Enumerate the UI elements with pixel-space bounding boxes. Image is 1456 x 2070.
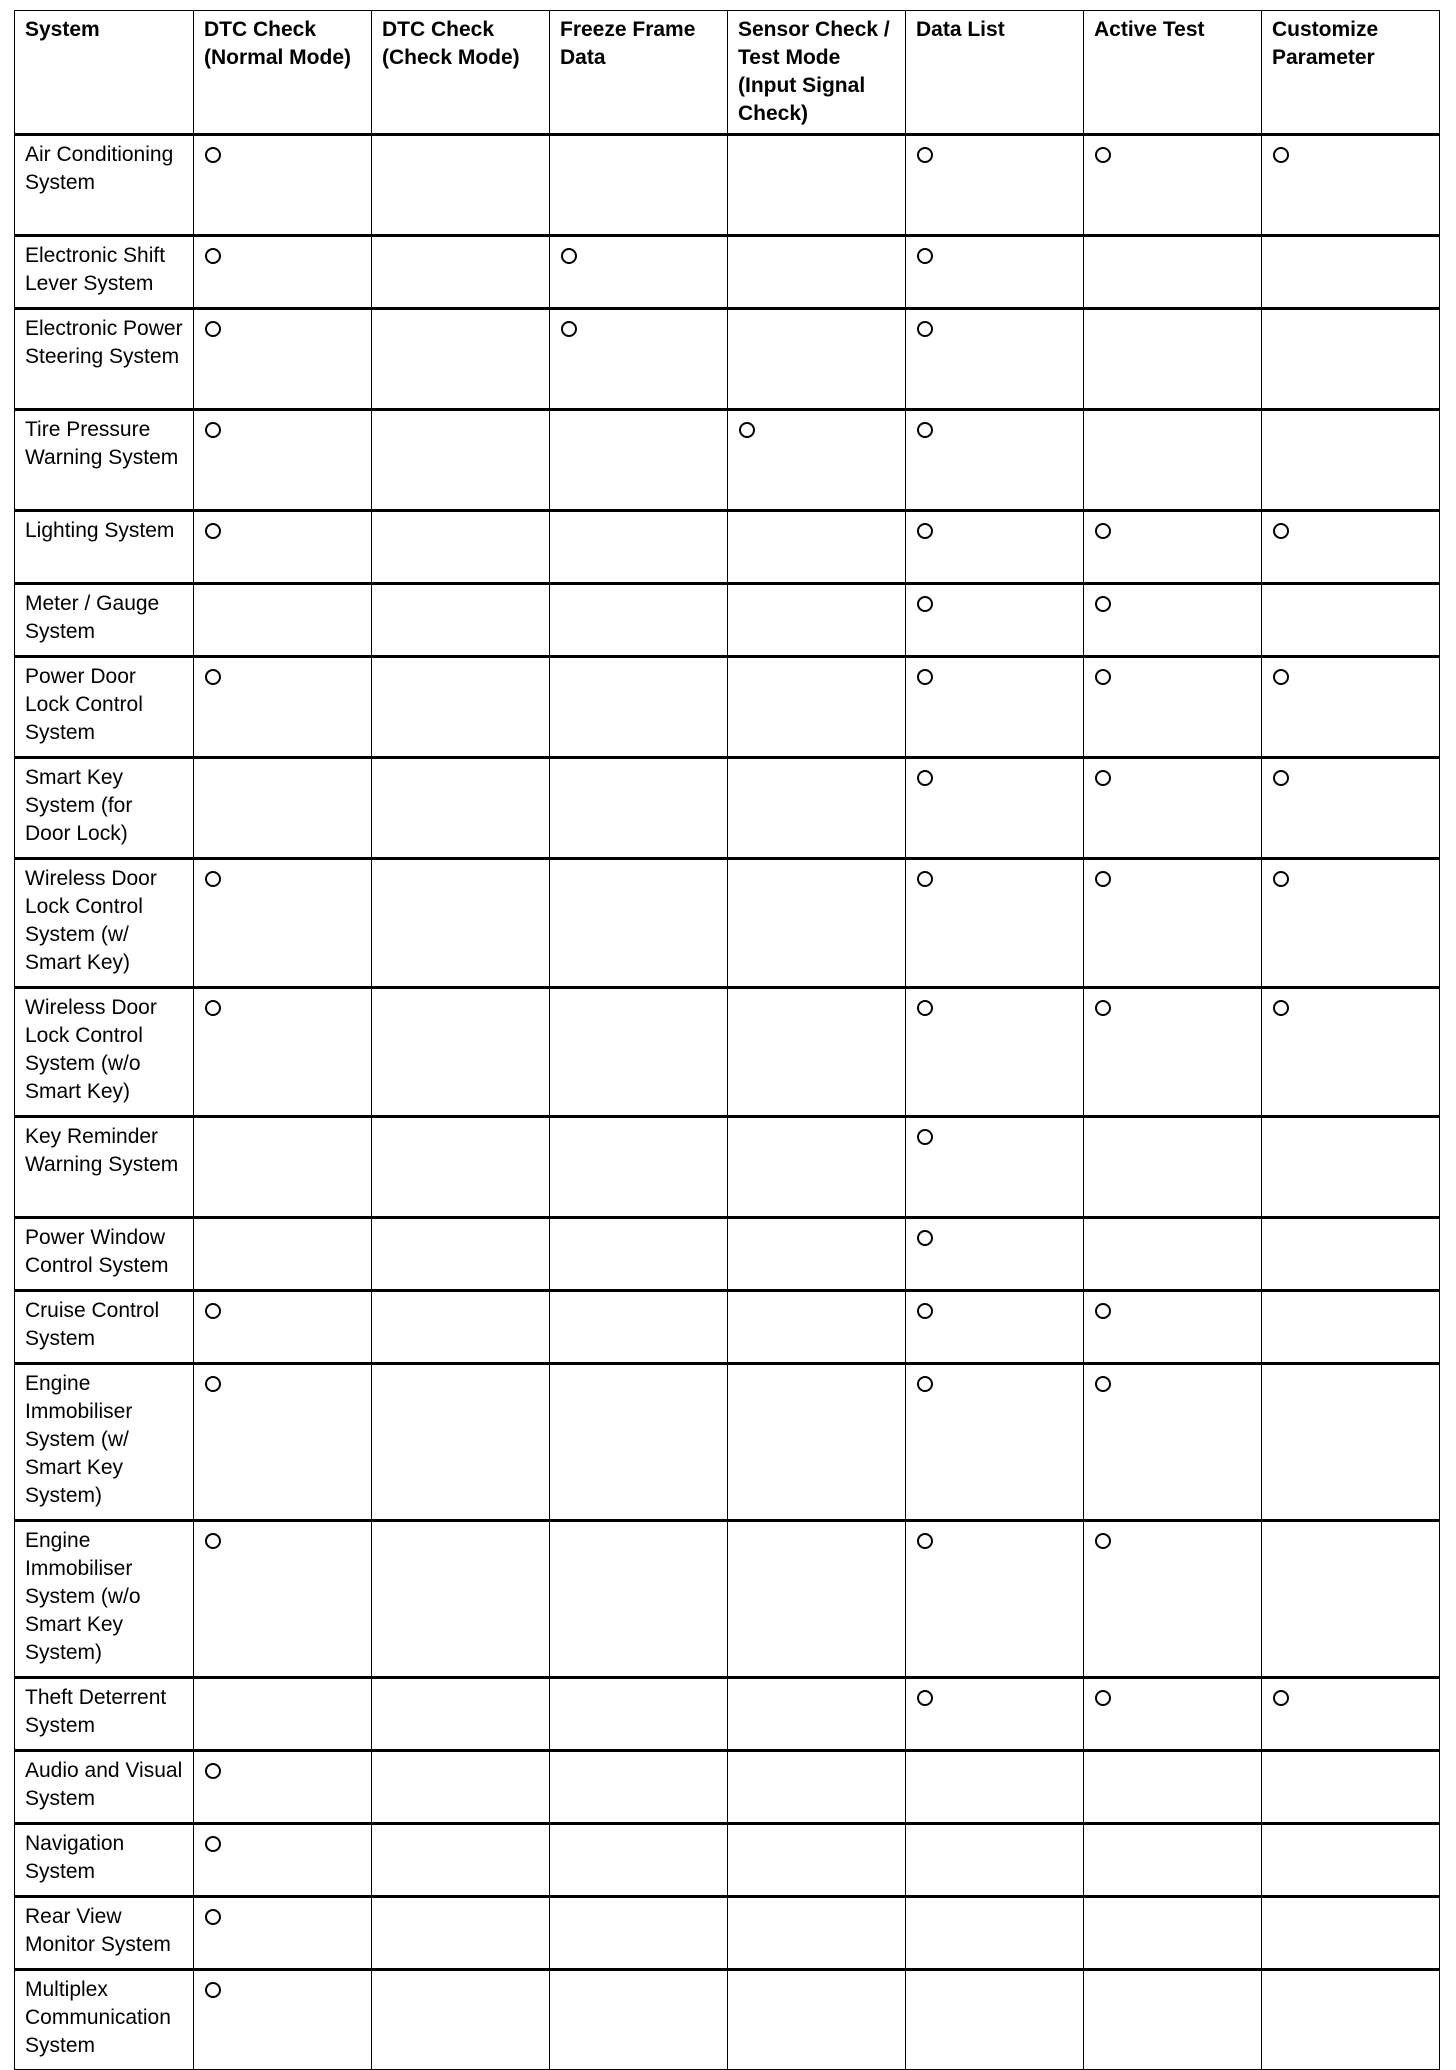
- header-dtc-check-normal: DTC Check (Normal Mode): [194, 11, 372, 135]
- support-cell: [194, 309, 372, 410]
- support-cell: [550, 859, 728, 988]
- support-cell: [550, 236, 728, 309]
- support-cell: [1262, 1678, 1440, 1751]
- table-row: [15, 859, 1440, 988]
- supported-circle-icon: [917, 596, 933, 612]
- table-row: [15, 1291, 1440, 1364]
- supported-circle-icon: [917, 770, 933, 786]
- supported-circle-icon: [739, 422, 755, 438]
- support-cell: [1084, 988, 1262, 1117]
- support-cell: [906, 988, 1084, 1117]
- support-cell: [372, 309, 550, 410]
- support-cell: [1084, 1291, 1262, 1364]
- system-name-cell: Navigation System: [15, 1824, 194, 1897]
- support-cell: [194, 1678, 372, 1751]
- supported-circle-icon: [205, 1836, 221, 1852]
- support-cell: [550, 1291, 728, 1364]
- support-cell: [1084, 1364, 1262, 1521]
- support-cell: [194, 657, 372, 758]
- support-cell: [372, 236, 550, 309]
- support-cell: [1084, 135, 1262, 236]
- support-cell: [906, 657, 1084, 758]
- system-name-cell: Engine Immobiliser System (w/o Smart Key System): [15, 1521, 194, 1678]
- support-cell: [1262, 1897, 1440, 1970]
- support-cell: [550, 1824, 728, 1897]
- support-cell: [372, 1364, 550, 1521]
- support-cell: [906, 1291, 1084, 1364]
- support-cell: [550, 1521, 728, 1678]
- system-name-cell: Electronic Shift Lever System: [15, 236, 194, 309]
- supported-circle-icon: [205, 1533, 221, 1549]
- system-name-cell: Power Door Lock Control System: [15, 657, 194, 758]
- support-cell: [906, 1970, 1084, 2070]
- header-active-test: Active Test: [1084, 11, 1262, 135]
- table-row: [15, 1824, 1440, 1897]
- support-cell: [550, 309, 728, 410]
- support-cell: [194, 1521, 372, 1678]
- supported-circle-icon: [917, 1690, 933, 1706]
- supported-circle-icon: [917, 248, 933, 264]
- table-row: [15, 1521, 1440, 1678]
- support-cell: [194, 511, 372, 584]
- support-cell: [372, 859, 550, 988]
- support-cell: [1262, 410, 1440, 511]
- supported-circle-icon: [205, 1909, 221, 1925]
- support-cell: [372, 1678, 550, 1751]
- support-cell: [728, 1218, 906, 1291]
- supported-circle-icon: [1273, 770, 1289, 786]
- supported-circle-icon: [917, 523, 933, 539]
- support-cell: [1262, 988, 1440, 1117]
- support-cell: [728, 1364, 906, 1521]
- support-cell: [906, 584, 1084, 657]
- support-cell: [1262, 135, 1440, 236]
- support-cell: [194, 1824, 372, 1897]
- supported-circle-icon: [1273, 1000, 1289, 1016]
- support-cell: [372, 1218, 550, 1291]
- support-cell: [550, 1897, 728, 1970]
- support-cell: [550, 988, 728, 1117]
- supported-circle-icon: [561, 321, 577, 337]
- support-cell: [550, 657, 728, 758]
- header-customize-parameter: Customize Parameter: [1262, 11, 1440, 135]
- support-cell: [194, 1751, 372, 1824]
- support-cell: [728, 988, 906, 1117]
- support-cell: [372, 657, 550, 758]
- supported-circle-icon: [917, 1533, 933, 1549]
- support-cell: [550, 135, 728, 236]
- support-cell: [728, 859, 906, 988]
- supported-circle-icon: [205, 1982, 221, 1998]
- support-cell: [1262, 1824, 1440, 1897]
- support-cell: [372, 988, 550, 1117]
- support-cell: [372, 758, 550, 859]
- support-cell: [728, 410, 906, 511]
- support-cell: [1084, 410, 1262, 511]
- support-cell: [550, 1751, 728, 1824]
- support-cell: [1262, 309, 1440, 410]
- support-cell: [1262, 1218, 1440, 1291]
- supported-circle-icon: [1273, 871, 1289, 887]
- supported-circle-icon: [561, 248, 577, 264]
- support-cell: [550, 410, 728, 511]
- support-cell: [194, 988, 372, 1117]
- system-name-cell: Theft Deterrent System: [15, 1678, 194, 1751]
- support-cell: [1262, 584, 1440, 657]
- support-cell: [728, 758, 906, 859]
- supported-circle-icon: [917, 669, 933, 685]
- system-name-cell: Engine Immobiliser System (w/ Smart Key System): [15, 1364, 194, 1521]
- supported-circle-icon: [1273, 1690, 1289, 1706]
- supported-circle-icon: [205, 1303, 221, 1319]
- support-cell: [1084, 758, 1262, 859]
- support-cell: [728, 236, 906, 309]
- support-cell: [906, 1751, 1084, 1824]
- header-sensor-check: Sensor Check / Test Mode (Input Signal Check): [728, 11, 906, 135]
- supported-circle-icon: [917, 422, 933, 438]
- support-cell: [728, 135, 906, 236]
- system-name-cell: Cruise Control System: [15, 1291, 194, 1364]
- system-name-cell: Air Conditioning System: [15, 135, 194, 236]
- supported-circle-icon: [917, 147, 933, 163]
- supported-circle-icon: [917, 871, 933, 887]
- system-name-cell: Wireless Door Lock Control System (w/o Smart Key): [15, 988, 194, 1117]
- supported-circle-icon: [205, 1763, 221, 1779]
- supported-circle-icon: [1095, 1303, 1111, 1319]
- table-row: [15, 1364, 1440, 1521]
- table-row: [15, 584, 1440, 657]
- support-cell: [372, 511, 550, 584]
- support-cell: [1262, 859, 1440, 988]
- support-cell: [1084, 584, 1262, 657]
- system-name-cell: Lighting System: [15, 511, 194, 584]
- support-cell: [1262, 1751, 1440, 1824]
- support-cell: [550, 1678, 728, 1751]
- support-cell: [1262, 1970, 1440, 2070]
- support-cell: [194, 1897, 372, 1970]
- supported-circle-icon: [917, 1000, 933, 1016]
- support-cell: [372, 1751, 550, 1824]
- support-cell: [372, 135, 550, 236]
- support-cell: [550, 1970, 728, 2070]
- support-cell: [372, 1117, 550, 1218]
- support-cell: [728, 1751, 906, 1824]
- support-cell: [194, 135, 372, 236]
- support-cell: [1084, 1970, 1262, 2070]
- header-system: System: [15, 11, 194, 135]
- table-row: [15, 410, 1440, 511]
- system-name-cell: Key Reminder Warning System: [15, 1117, 194, 1218]
- support-cell: [906, 1678, 1084, 1751]
- supported-circle-icon: [1095, 523, 1111, 539]
- support-cell: [194, 584, 372, 657]
- table-row: [15, 135, 1440, 236]
- supported-circle-icon: [1273, 669, 1289, 685]
- support-cell: [372, 1897, 550, 1970]
- support-cell: [728, 1521, 906, 1678]
- support-cell: [372, 1824, 550, 1897]
- support-cell: [372, 1291, 550, 1364]
- supported-circle-icon: [205, 147, 221, 163]
- support-cell: [1084, 1218, 1262, 1291]
- table-body: [15, 135, 1440, 2070]
- support-cell: [1262, 1117, 1440, 1218]
- system-name-cell: Power Window Control System: [15, 1218, 194, 1291]
- table-row: [15, 1678, 1440, 1751]
- support-cell: [372, 1521, 550, 1678]
- supported-circle-icon: [1095, 669, 1111, 685]
- system-name-cell: Rear View Monitor System: [15, 1897, 194, 1970]
- support-cell: [728, 657, 906, 758]
- supported-circle-icon: [1095, 1690, 1111, 1706]
- supported-circle-icon: [205, 321, 221, 337]
- table-row: [15, 1970, 1440, 2070]
- function-support-table: [14, 10, 1440, 2070]
- supported-circle-icon: [1095, 1533, 1111, 1549]
- support-cell: [906, 511, 1084, 584]
- support-cell: [728, 584, 906, 657]
- support-cell: [194, 859, 372, 988]
- table-row: [15, 1897, 1440, 1970]
- system-name-cell: Tire Pressure Warning System: [15, 410, 194, 511]
- supported-circle-icon: [1273, 147, 1289, 163]
- support-cell: [1262, 1364, 1440, 1521]
- support-cell: [906, 1897, 1084, 1970]
- supported-circle-icon: [917, 1376, 933, 1392]
- support-cell: [1084, 1678, 1262, 1751]
- support-cell: [372, 410, 550, 511]
- support-cell: [1262, 758, 1440, 859]
- supported-circle-icon: [205, 1000, 221, 1016]
- support-cell: [1084, 511, 1262, 584]
- support-cell: [194, 1364, 372, 1521]
- support-cell: [906, 859, 1084, 988]
- support-cell: [194, 758, 372, 859]
- supported-circle-icon: [917, 321, 933, 337]
- support-cell: [1084, 1824, 1262, 1897]
- support-cell: [1084, 1897, 1262, 1970]
- support-cell: [194, 1291, 372, 1364]
- support-cell: [550, 1364, 728, 1521]
- system-name-cell: Multiplex Communication System: [15, 1970, 194, 2070]
- table-row: [15, 988, 1440, 1117]
- support-cell: [1084, 1751, 1262, 1824]
- table-row: [15, 657, 1440, 758]
- supported-circle-icon: [1095, 871, 1111, 887]
- system-name-cell: Wireless Door Lock Control System (w/ Smart Key): [15, 859, 194, 988]
- support-cell: [1262, 511, 1440, 584]
- support-cell: [372, 1970, 550, 2070]
- support-cell: [1084, 309, 1262, 410]
- support-cell: [906, 135, 1084, 236]
- support-cell: [906, 1117, 1084, 1218]
- table-row: [15, 758, 1440, 859]
- table-row: [15, 236, 1440, 309]
- table-row: [15, 1751, 1440, 1824]
- support-cell: [906, 1218, 1084, 1291]
- supported-circle-icon: [917, 1230, 933, 1246]
- support-cell: [372, 584, 550, 657]
- support-cell: [194, 236, 372, 309]
- supported-circle-icon: [205, 871, 221, 887]
- support-cell: [906, 758, 1084, 859]
- support-cell: [550, 1117, 728, 1218]
- header-data-list: Data List: [906, 11, 1084, 135]
- support-cell: [1262, 657, 1440, 758]
- supported-circle-icon: [205, 422, 221, 438]
- table-row: [15, 309, 1440, 410]
- supported-circle-icon: [1095, 596, 1111, 612]
- support-cell: [906, 236, 1084, 309]
- support-cell: [194, 410, 372, 511]
- supported-circle-icon: [205, 248, 221, 264]
- supported-circle-icon: [917, 1303, 933, 1319]
- supported-circle-icon: [205, 1376, 221, 1392]
- support-cell: [728, 1678, 906, 1751]
- support-cell: [728, 1824, 906, 1897]
- support-cell: [906, 309, 1084, 410]
- supported-circle-icon: [1095, 1376, 1111, 1392]
- support-cell: [1262, 236, 1440, 309]
- support-cell: [1084, 1117, 1262, 1218]
- supported-circle-icon: [1273, 523, 1289, 539]
- support-cell: [194, 1117, 372, 1218]
- support-cell: [906, 1521, 1084, 1678]
- support-cell: [906, 1364, 1084, 1521]
- header-freeze-frame-data: Freeze Frame Data: [550, 11, 728, 135]
- supported-circle-icon: [205, 669, 221, 685]
- support-cell: [728, 1970, 906, 2070]
- support-cell: [906, 410, 1084, 511]
- support-cell: [728, 309, 906, 410]
- supported-circle-icon: [205, 523, 221, 539]
- support-cell: [1084, 1521, 1262, 1678]
- support-cell: [728, 1117, 906, 1218]
- support-cell: [728, 1897, 906, 1970]
- support-cell: [1084, 859, 1262, 988]
- support-cell: [550, 511, 728, 584]
- support-cell: [550, 584, 728, 657]
- supported-circle-icon: [1095, 1000, 1111, 1016]
- support-cell: [1262, 1521, 1440, 1678]
- system-name-cell: Meter / Gauge System: [15, 584, 194, 657]
- support-cell: [906, 1824, 1084, 1897]
- support-cell: [728, 511, 906, 584]
- header-dtc-check-check-mode: DTC Check (Check Mode): [372, 11, 550, 135]
- support-cell: [194, 1218, 372, 1291]
- support-cell: [550, 1218, 728, 1291]
- support-cell: [1084, 236, 1262, 309]
- system-name-cell: Electronic Power Steering System: [15, 309, 194, 410]
- table-row: [15, 1117, 1440, 1218]
- support-cell: [1084, 657, 1262, 758]
- support-cell: [550, 758, 728, 859]
- supported-circle-icon: [1095, 770, 1111, 786]
- table-header: [15, 11, 1440, 135]
- supported-circle-icon: [1095, 147, 1111, 163]
- table-row: [15, 511, 1440, 584]
- system-name-cell: Audio and Visual System: [15, 1751, 194, 1824]
- system-name-cell: Smart Key System (for Door Lock): [15, 758, 194, 859]
- support-cell: [194, 1970, 372, 2070]
- supported-circle-icon: [917, 1129, 933, 1145]
- header-row: [15, 11, 1440, 135]
- support-cell: [1262, 1291, 1440, 1364]
- support-cell: [728, 1291, 906, 1364]
- table-row: [15, 1218, 1440, 1291]
